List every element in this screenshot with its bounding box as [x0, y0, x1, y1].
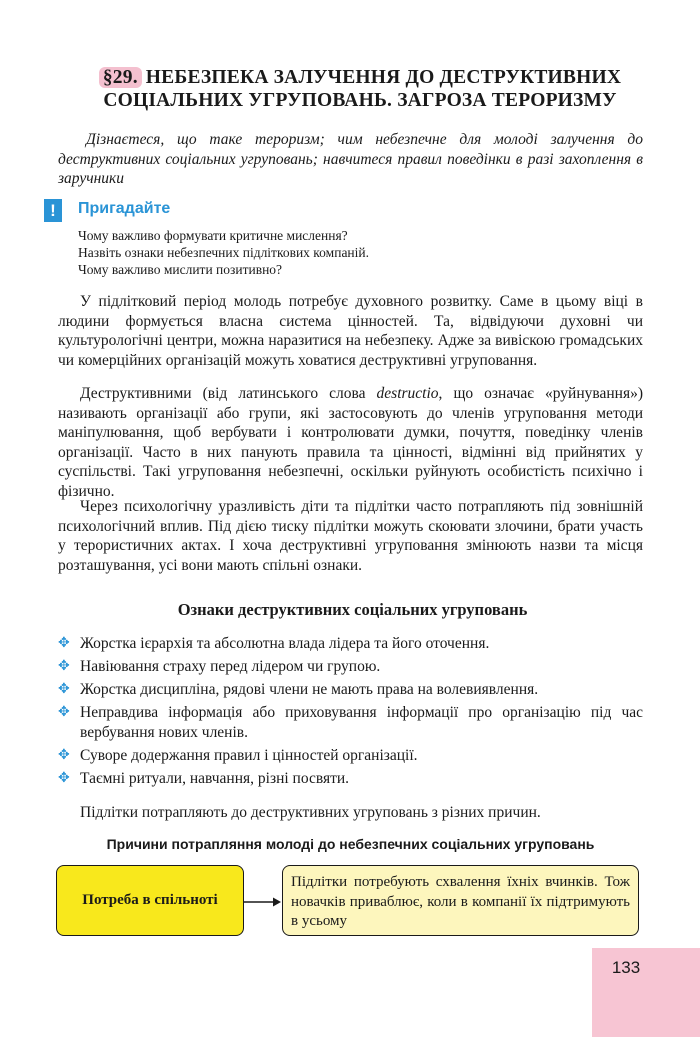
list-item — [58, 634, 643, 654]
diagram-cause-text: Потреба в спільноті — [82, 892, 218, 908]
paragraph-2-start: Деструктивними (від латинського слова — [80, 385, 377, 402]
list-item-text: Жорстка дисципліна, рядові члени не мають права на волевиявлення. — [80, 680, 539, 698]
list-item-text: Суворе додержання правил і цінностей організації. — [80, 746, 418, 764]
bullet-icon: ✥ — [58, 636, 70, 651]
recall-heading: Пригадайте — [78, 200, 171, 217]
bullet-icon: ✥ — [58, 681, 70, 697]
intro-text: Дізнаєтеся, що таке тероризм; чим небезпечне для молоді залучення до деструктивних соціальних угруповань; навчитеся правил поведінки в разі захоплення в заручники — [58, 131, 643, 187]
bullet-icon: ✥ — [58, 770, 70, 786]
diagram-title: Причини потрапляння молоді до небезпечних соціальних угруповань — [106, 836, 595, 852]
title-line-1 — [60, 66, 660, 89]
recall-question: Чому важливо мислити позитивно? — [78, 262, 283, 277]
signs-heading: Ознаки деструктивних соціальних угруповань — [177, 600, 528, 619]
list-item — [58, 703, 643, 742]
page-number: 133 — [611, 958, 641, 977]
title-line-2: СОЦІАЛЬНИХ УГРУПОВАНЬ. ЗАГРОЗА ТЕРОРИЗМУ — [103, 90, 617, 111]
paragraph-1: У підлітковий період молодь потребує духовного розвитку. Саме в цьому віці в людини формується власна система цінностей. Та, відвідуючи духовні чи культурологічні центри, можна наразитися на небезпеку. Адже за вивіскою громадських чи комерційних організацій можуть ховатися деструктивні угруповання. — [58, 293, 643, 369]
recall-question: Назвіть ознаки небезпечних підліткових компаній. — [78, 245, 370, 260]
arrow-right-icon — [244, 896, 282, 908]
latin-term: destructio — [376, 385, 439, 402]
section-title — [60, 66, 660, 112]
recall-question: Чому важливо формувати критичне мислення? — [78, 228, 348, 243]
section-number: §29. — [99, 67, 142, 88]
bullet-icon: ✥ — [58, 658, 70, 674]
paragraph-2-rest: , що означає «руйнування») називають організації або групи, які застосовують до членів угруповання методи маніпулювання, щоб вербувати і контролювати думки, почуття, поведінку членів організації. Часто в них панують правила та цінності, відмінні від прийнятих у суспільстві. Такі угруповання небезпечні, оскільки руйнують особистість психічно і фізично. — [58, 385, 643, 500]
list-item — [58, 680, 643, 700]
diagram-explanation-box: Підлітки потребують схвалення їхніх вчинків. Тож новачків приваблює, коли в компанії їх підтримують в усьому — [282, 865, 639, 936]
exclamation-icon: ! — [44, 199, 62, 222]
list-item-text: Неправдива інформація або приховування інформації про організацію під час вербування нових членів. — [80, 703, 643, 741]
bullet-icon: ✥ — [58, 704, 70, 720]
list-item-text: Жорстка ієрархія та абсолютна влада лідера та його оточення. — [80, 635, 490, 652]
list-item-text: Навіювання страху перед лідером чи групою. — [80, 657, 381, 675]
paragraph-2 — [58, 384, 643, 502]
list-item — [58, 746, 643, 766]
title-text-1: НЕБЕЗПЕКА ЗАЛУЧЕННЯ ДО ДЕСТРУКТИВНИХ — [145, 67, 622, 88]
signs-list — [58, 634, 643, 792]
bullet-icon: ✥ — [58, 747, 70, 763]
diagram-cause-box — [56, 865, 244, 936]
paragraph-3: Через психологічну уразливість діти та підлітки часто потрапляють під зовнішній психологічний вплив. Під дією тиску підлітки можуть скоювати злочини, брати участь у терористичних актах. І хоча деструктивні угруповання змінюють назви та місця розташування, усі вони мають спільні ознаки. — [58, 498, 643, 574]
recall-questions — [78, 227, 638, 278]
paragraph-4: Підлітки потрапляють до деструктивних угруповань з різних причин. — [80, 804, 541, 821]
list-item — [58, 769, 643, 789]
list-item-text: Таємні ритуали, навчання, різні посвяти. — [80, 769, 350, 787]
list-item — [58, 657, 643, 677]
